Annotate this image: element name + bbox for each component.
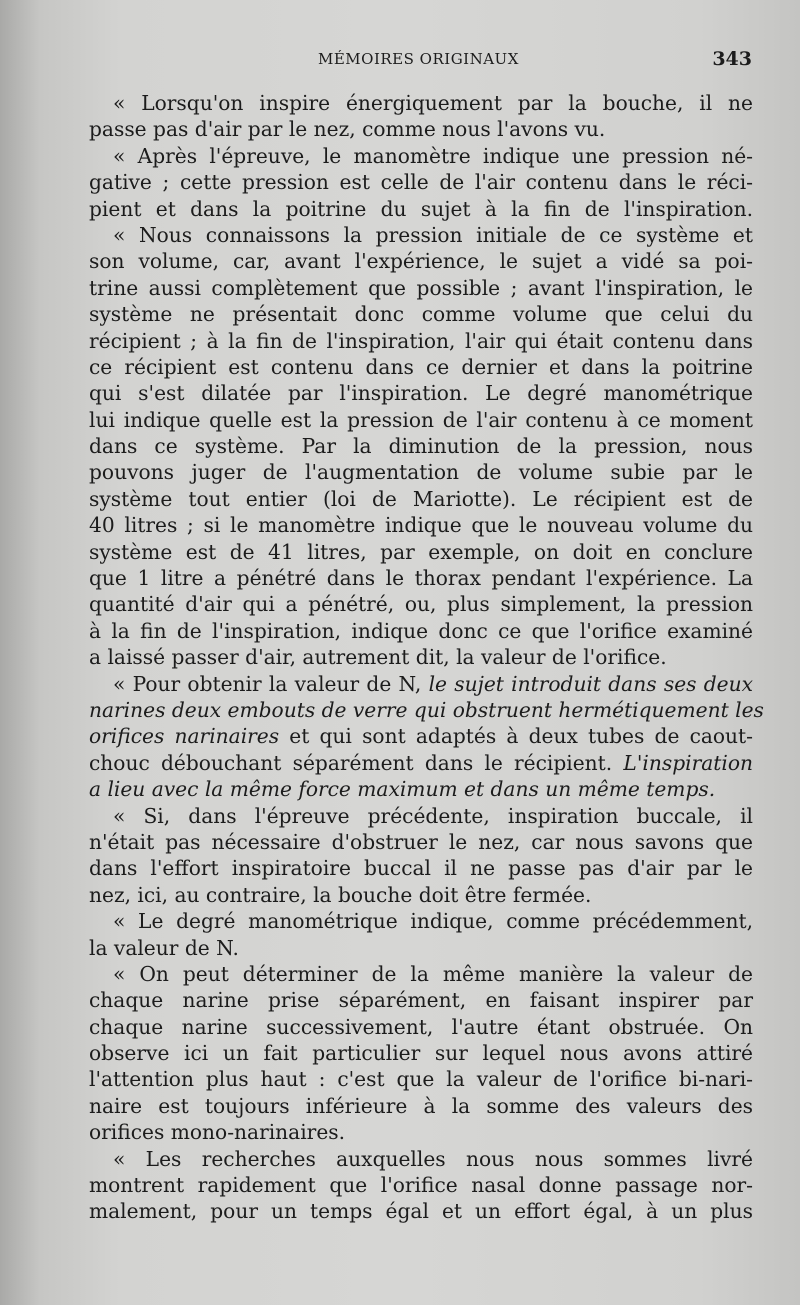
text-line-mixed: [89, 750, 753, 776]
text-line: la valeur de N.: [89, 935, 239, 960]
italic-segment: le sujet introduit dans ses deux: [428, 671, 754, 696]
text-segment: « Pour obtenir la valeur de N,: [113, 671, 429, 696]
text-line-mixed: [89, 671, 753, 697]
text-line: dans ce système. Par la diminution de la pression, nous: [89, 434, 753, 459]
text-line: trine aussi complètement que possible ; avant l'inspiration, le: [89, 275, 753, 300]
text-line: dans l'effort inspiratoire buccal il ne passe pas d'air par le: [89, 856, 753, 881]
text-line: l'attention plus haut : c'est que la valeur de l'orifice bi-nari-: [89, 1067, 753, 1092]
text-line: pient et dans la poitrine du sujet à la fin de l'inspiration.: [89, 196, 753, 221]
text-line: système ne présentait donc comme volume que celui du: [89, 302, 753, 327]
text-line: passe pas d'air par le nez, comme nous l'avons vu.: [89, 117, 606, 142]
text-line: lui indique quelle est la pression de l'air contenu à ce moment: [89, 407, 753, 432]
text-segment: chouc débouchant séparément dans le récipient.: [89, 750, 624, 775]
text-line: « Lorsqu'on inspire énergiquement par la bouche, il ne: [113, 91, 753, 115]
text-line: « Si, dans l'épreuve précédente, inspiration buccale, il: [113, 803, 753, 828]
text-line: observe ici un fait particulier sur lequel nous avons attiré: [89, 1041, 753, 1066]
text-line: « Nous connaissons la pression initiale de ce système et: [113, 222, 753, 247]
text-line: orifices mono-narinaires.: [89, 1120, 346, 1145]
text-line-mixed: [89, 723, 753, 749]
text-line: son volume, car, avant l'expérience, le sujet a vidé sa poi-: [89, 249, 753, 274]
text-line: pouvons juger de l'augmentation de volume subie par le: [89, 460, 753, 485]
text-line: malement, pour un temps égal et un effort égal, à un plus: [89, 1199, 753, 1224]
italic-segment: L'inspiration: [623, 750, 753, 775]
text-line: ce récipient est contenu dans ce dernier et dans la poitrine: [89, 354, 753, 379]
text-segment: et qui sont adaptés à deux tubes de caout-: [279, 724, 753, 749]
running-header: [90, 48, 752, 72]
text-line: récipient ; à la fin de l'inspiration, l'air qui était contenu dans: [89, 328, 753, 353]
text-line: quantité d'air qui a pénétré, ou, plus simplement, la pression: [89, 592, 753, 617]
text-line: « On peut déterminer de la même manière la valeur de: [113, 961, 753, 986]
text-line: nez, ici, au contraire, la bouche doit être fermée.: [89, 882, 592, 907]
text-line: que 1 litre a pénétré dans le thorax pendant l'expérience. La: [89, 566, 753, 591]
text-line: gative ; cette pression est celle de l'air contenu dans le réci-: [89, 170, 753, 195]
page-number: 343: [712, 48, 752, 70]
text-line: a laissé passer d'air, autrement dit, la valeur de l'orifice.: [89, 645, 667, 670]
text-line: « Le degré manométrique indique, comme précédemment,: [113, 909, 753, 934]
text-line: qui s'est dilatée par l'inspiration. Le degré manométrique: [89, 381, 753, 406]
text-line: montrent rapidement que l'orifice nasal donne passage nor-: [89, 1173, 753, 1198]
text-line-italic: narines deux embouts de verre qui obstruent hermétiquement les: [89, 697, 764, 722]
italic-segment: orifices narinaires: [89, 724, 280, 749]
text-line: 40 litres ; si le manomètre indique que le nouveau volume du: [89, 513, 753, 538]
text-line: « Les recherches auxquelles nous nous sommes livré: [113, 1146, 753, 1171]
text-line: chaque narine prise séparément, en faisant inspirer par: [89, 988, 753, 1013]
text-line: naire est toujours inférieure à la somme des valeurs des: [89, 1093, 753, 1118]
text-line: à la fin de l'inspiration, indique donc ce que l'orifice examiné: [89, 618, 753, 643]
text-line: n'était pas nécessaire d'obstruer le nez, car nous savons que: [89, 829, 753, 854]
body-text: [89, 90, 764, 1225]
text-line: chaque narine successivement, l'autre étant obstruée. On: [89, 1014, 753, 1039]
text-line: système tout entier (loi de Mariotte). Le récipient est de: [89, 486, 753, 511]
running-title: MÉMOIRES ORIGINAUX: [318, 50, 519, 68]
text-line: système est de 41 litres, par exemple, on doit en conclure: [89, 539, 753, 564]
text-line: « Après l'épreuve, le manomètre indique une pression né-: [113, 143, 753, 168]
text-line-italic: a lieu avec la même force maximum et dans un même temps.: [89, 777, 716, 802]
